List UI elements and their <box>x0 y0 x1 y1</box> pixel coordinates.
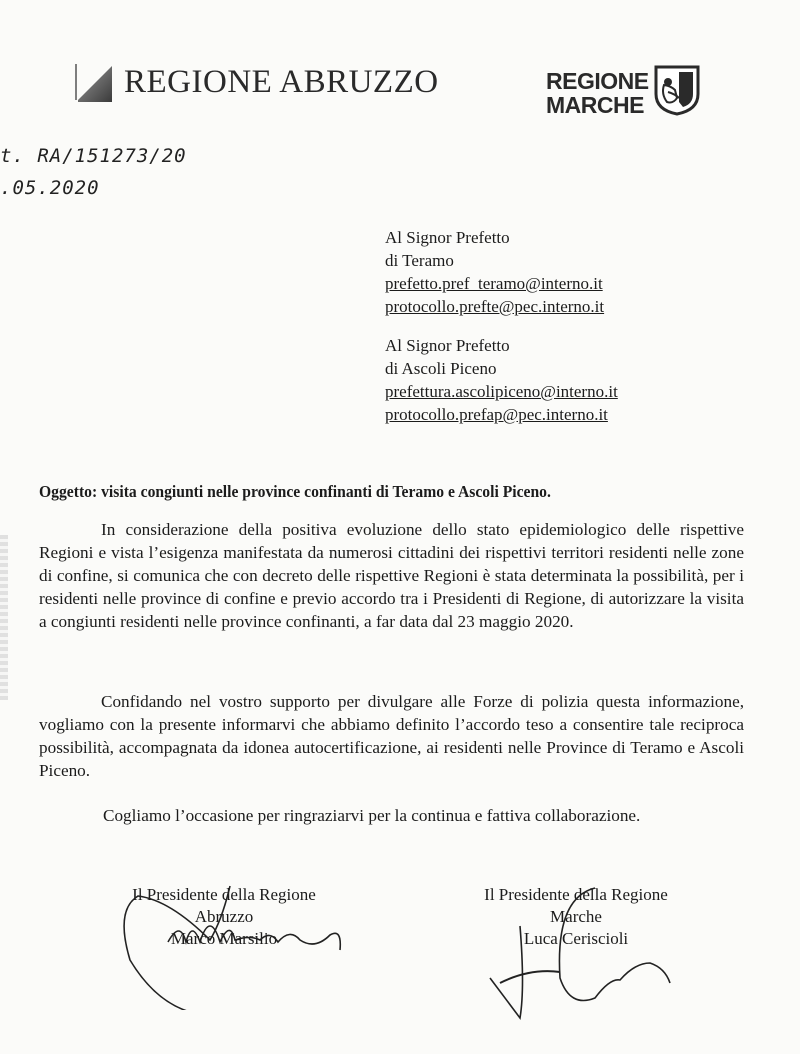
protocol-number: t. RA/151273/20 <box>0 145 187 167</box>
regione-marche-line2: MARCHE <box>546 91 644 118</box>
regione-marche-logo <box>546 64 701 121</box>
regione-abruzzo-logo <box>74 60 439 104</box>
addressee-title: Al Signor Prefetto <box>385 228 510 247</box>
addressee-location: di Teramo <box>385 251 454 270</box>
email-link[interactable]: protocollo.prefte@pec.interno.it <box>385 297 605 316</box>
signature-name: Marco Marsilio <box>170 929 278 948</box>
email-link[interactable]: prefetto.pref_teramo@interno.it <box>385 274 603 293</box>
regione-marche-shield-icon <box>653 64 701 121</box>
regione-marche-text <box>546 69 649 117</box>
regione-abruzzo-text: REGIONE ABRUZZO <box>124 63 439 100</box>
body-paragraph-1 <box>39 518 744 633</box>
margin-vertical-text <box>0 535 8 700</box>
signature-name: Luca Ceriscioli <box>523 929 629 948</box>
paragraph-text: Confidando nel vostro supporto per divulgare alle Forze di polizia questa informazione, vogliamo con la presente informarvi che abbiamo definito l’accordo teso a consentire tale reciproca possibilità, accompagnata da idonea autocertificazione, ai residenti nelle Province di Teramo e Ascoli Piceno. <box>39 692 744 780</box>
email-link[interactable]: prefettura.ascolipiceno@interno.it <box>385 382 618 401</box>
handwritten-signature-marche <box>460 868 720 1038</box>
regione-marche-line1: REGIONE <box>546 67 649 94</box>
signature-region: Abruzzo <box>194 907 254 926</box>
addressee-location: di Ascoli Piceno <box>385 359 497 378</box>
subject-line: Oggetto: visita congiunti nelle province confinanti di Teramo e Ascoli Piceno. <box>39 482 551 501</box>
handwritten-signature-abruzzo <box>110 880 370 1010</box>
protocol-stamp <box>0 140 187 204</box>
protocol-date: .05.2020 <box>0 177 100 199</box>
addressee-ascoli-piceno <box>385 334 618 426</box>
addressee-title: Al Signor Prefetto <box>385 336 510 355</box>
body-paragraph-2 <box>39 690 744 782</box>
closing-line: Cogliamo l’occasione per ringraziarvi per la continua e fattiva collaborazione. <box>103 806 641 825</box>
signature-role: Il Presidente della Regione <box>132 885 316 904</box>
signature-role: Il Presidente della Regione <box>484 885 668 904</box>
addressee-teramo <box>385 226 604 318</box>
regione-abruzzo-emblem-icon <box>74 60 114 104</box>
paragraph-text: In considerazione della positiva evoluzione dello stato epidemiologico delle rispettive Regioni e vista l’esigenza manifestata da numerosi cittadini dei rispettivi territori residenti nelle zone di confine, si comunica che con decreto delle rispettive Regioni è stata determinata la possibilità, per i residenti nelle province di confine e previo accordo tra i Presidenti di Regione, di autorizzare la visita a congiunti residenti nelle province confinanti, a far data dal 23 maggio 2020. <box>39 520 744 631</box>
signature-region: Marche <box>550 907 602 926</box>
email-link[interactable]: protocollo.prefap@pec.interno.it <box>385 405 608 424</box>
